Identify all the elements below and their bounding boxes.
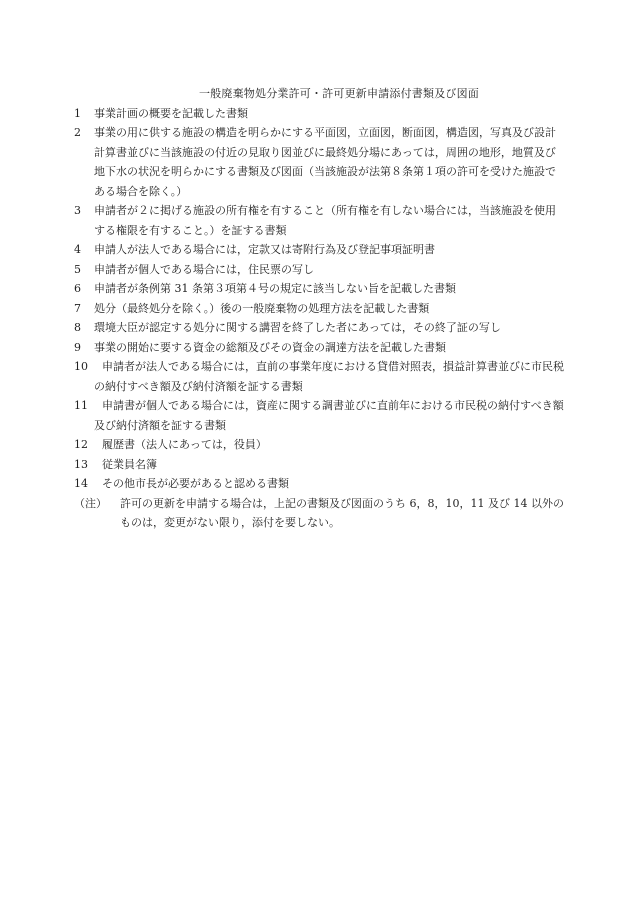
footnote-text: 許可の更新を申請する場合は，上記の書類及び図面のうち 6，8，10，11 及び 14 以外のものは，変更がない限り，添付を要しない。 (120, 496, 564, 529)
item-text: 事業の用に供する施設の構造を明らかにする平面図，立面図，断面図，構造図，写真及び設計計算書並びに当該施設の付近の見取り図並びに最終処分場にあっては，周囲の地形，地質及び地下水の状況を明らかにする書類及び図面（当該施設が法第８条第１項の許可を受けた施設である場合を除く。） (94, 126, 556, 198)
list-item (74, 338, 564, 358)
list-item (74, 318, 564, 338)
list-item (74, 299, 564, 319)
item-number: 14 (74, 477, 88, 490)
list-item (74, 396, 564, 435)
item-text: 事業計画の概要を記載した書類 (94, 106, 248, 120)
item-number: 6 (74, 282, 81, 295)
item-text: 申請者が法人である場合には，直前の事業年度における貸借対照表，損益計算書並びに市民税の納付すべき額及び納付済額を証する書類 (94, 360, 564, 393)
item-number: 10 (74, 360, 88, 373)
item-text: 従業員名簿 (102, 457, 157, 471)
item-number: 5 (74, 262, 81, 276)
item-text: 申請書が個人である場合には，資産に関する調書並びに直前年における市民税の納付すべき額及び納付済額を証する書類 (94, 399, 564, 432)
item-number: 9 (74, 340, 81, 354)
list-item (74, 260, 564, 280)
item-number: 1 (74, 106, 81, 120)
list-item (74, 455, 564, 475)
list-item (74, 201, 564, 240)
list-item (74, 123, 564, 201)
list-item (74, 357, 564, 396)
list-item (74, 104, 564, 124)
list-item (74, 240, 564, 260)
document-page (74, 84, 564, 533)
list-item (74, 435, 564, 455)
document-title: 一般廃棄物処分業許可・許可更新申請添付書類及び図面 (199, 87, 479, 100)
attachment-list (74, 104, 564, 494)
item-text: その他市長が必要があると認める書類 (102, 477, 289, 490)
item-number: 7 (74, 301, 81, 315)
list-item (74, 279, 564, 299)
item-number: 12 (74, 438, 88, 451)
item-number: 8 (74, 321, 81, 334)
item-number: 11 (74, 399, 88, 412)
item-text: 履歴書（法人にあっては，役員） (102, 438, 267, 451)
footnote (74, 494, 564, 533)
footnote-label: （注） (74, 496, 107, 510)
item-text: 申請者が２に掲げる施設の所有権を有すること（所有権を有しない場合には，当該施設を使用する権限を有すること。）を証する書類 (94, 204, 556, 237)
item-number: 4 (74, 243, 81, 256)
item-number: 2 (74, 126, 81, 139)
item-number: 3 (74, 204, 81, 217)
item-text: 申請人が法人である場合には，定款又は寄附行為及び登記事項証明書 (94, 243, 435, 256)
item-text: 申請者が個人である場合には，住民票の写し (94, 262, 314, 276)
item-text: 処分（最終処分を除く。）後の一般廃棄物の処理方法を記載した書類 (94, 301, 430, 315)
item-number: 13 (74, 457, 88, 471)
item-text: 申請者が条例第 31 条第３項第４号の規定に該当しない旨を記載した書類 (94, 282, 456, 295)
item-text: 事業の開始に要する資金の総額及びその資金の調達方法を記載した書類 (94, 340, 446, 354)
item-text: 環境大臣が認定する処分に関する講習を終了した者にあっては，その終了証の写し (94, 321, 501, 334)
list-item (74, 474, 564, 494)
